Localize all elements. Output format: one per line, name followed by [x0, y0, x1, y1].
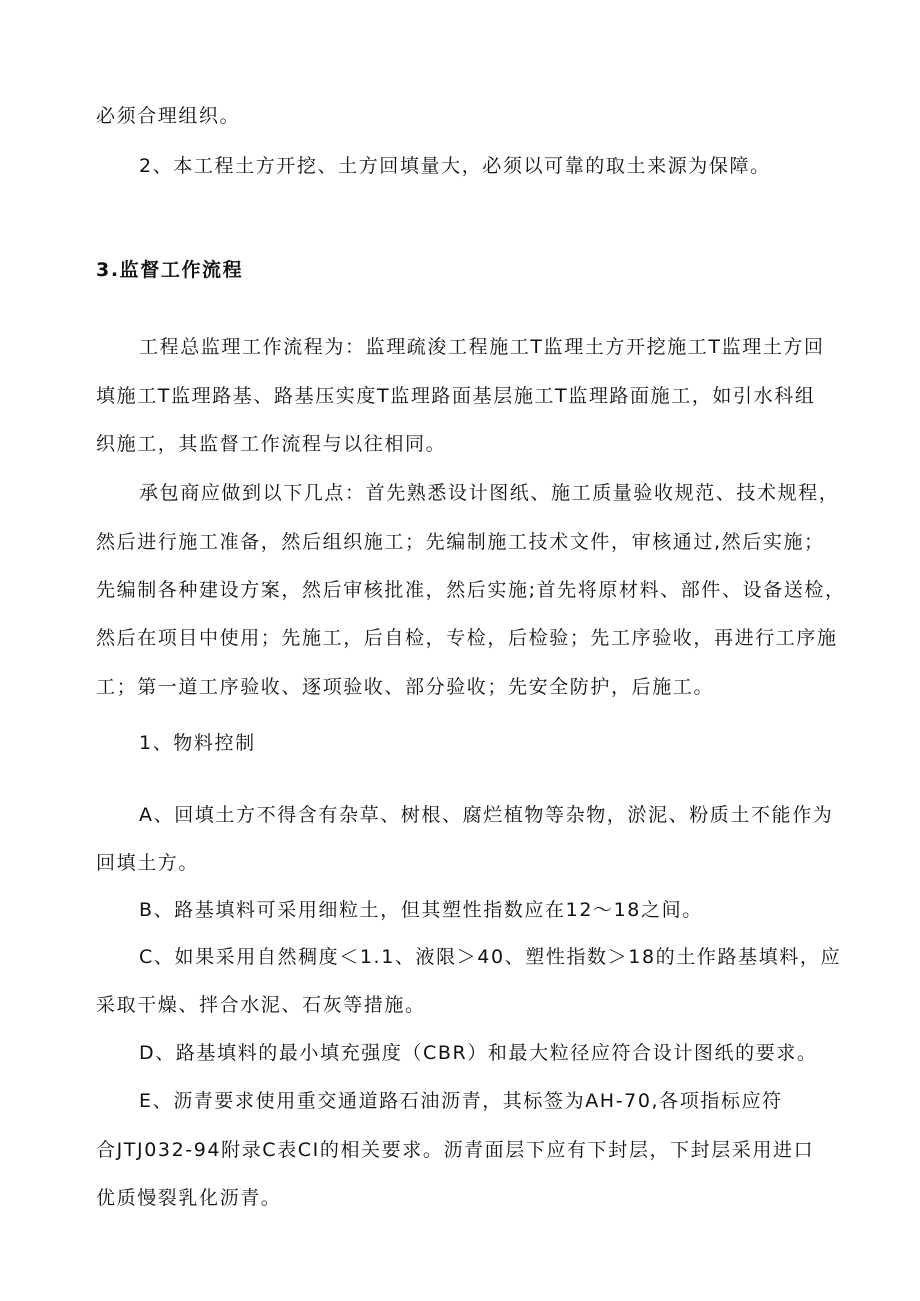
paragraph-line: 承包商应做到以下几点：首先熟悉设计图纸、施工质量验收规范、技术规程，	[139, 482, 840, 504]
list-item-d: D、路基填料的最小填充强度（CBR）和最大粒径应符合设计图纸的要求。	[139, 1042, 818, 1064]
list-item-e-continuation: 优质慢裂乳化沥青。	[96, 1187, 282, 1209]
paragraph-line: 然后进行施工准备，然后组织施工；先编制施工技术文件，审核通过,然后实施；	[96, 531, 825, 553]
paragraph-line: 工；第一道工序验收、逐项验收、部分验收；先安全防护，后施工。	[96, 676, 715, 698]
subsection-heading: 1、物料控制	[139, 732, 256, 754]
list-item-a-continuation: 回填土方。	[96, 852, 200, 874]
paragraph-continuation: 必须合理组织。	[96, 105, 241, 127]
list-item-a: A、回填土方不得含有杂草、树根、腐烂植物等杂物，淤泥、粉质土不能作为	[139, 804, 834, 826]
paragraph-line: 先编制各种建设方案，然后审核批准，然后实施;首先将原材料、部件、设备送检，	[96, 579, 846, 601]
paragraph-line: 然后在项目中使用；先施工，后自检，专检，后检验；先工序验收，再进行工序施	[96, 627, 838, 649]
list-item-b: B、路基填料可采用细粒土，但其塑性指数应在12～18之间。	[139, 899, 703, 921]
paragraph-line: 填施工T监理路基、路基压实度T监理路面基层施工T监理路面施工，如引水科组	[96, 385, 816, 407]
section-heading: 3.监督工作流程	[96, 259, 244, 281]
paragraph-line: 织施工，其监督工作流程与以往相同。	[96, 433, 447, 455]
paragraph-line: 工程总监理工作流程为：监理疏浚工程施工T监理土方开挖施工T监理土方回	[139, 336, 825, 358]
list-item-c: C、如果采用自然稠度＜1.1、液限＞40、塑性指数＞18的土作路基填料，应	[139, 946, 842, 968]
list-item-e-continuation: 合JTJ032-94附录C表CI的相关要求。沥青面层下应有下封层，下封层采用进口	[96, 1139, 815, 1161]
list-item-c-continuation: 采取干燥、拌合水泥、石灰等措施。	[96, 994, 426, 1016]
list-item-2: 2、本工程土方开挖、土方回填量大，必须以可靠的取土来源为保障。	[139, 155, 771, 177]
list-item-e: E、沥青要求使用重交通道路石油沥青，其标签为AH-70,各项指标应符	[139, 1090, 783, 1112]
